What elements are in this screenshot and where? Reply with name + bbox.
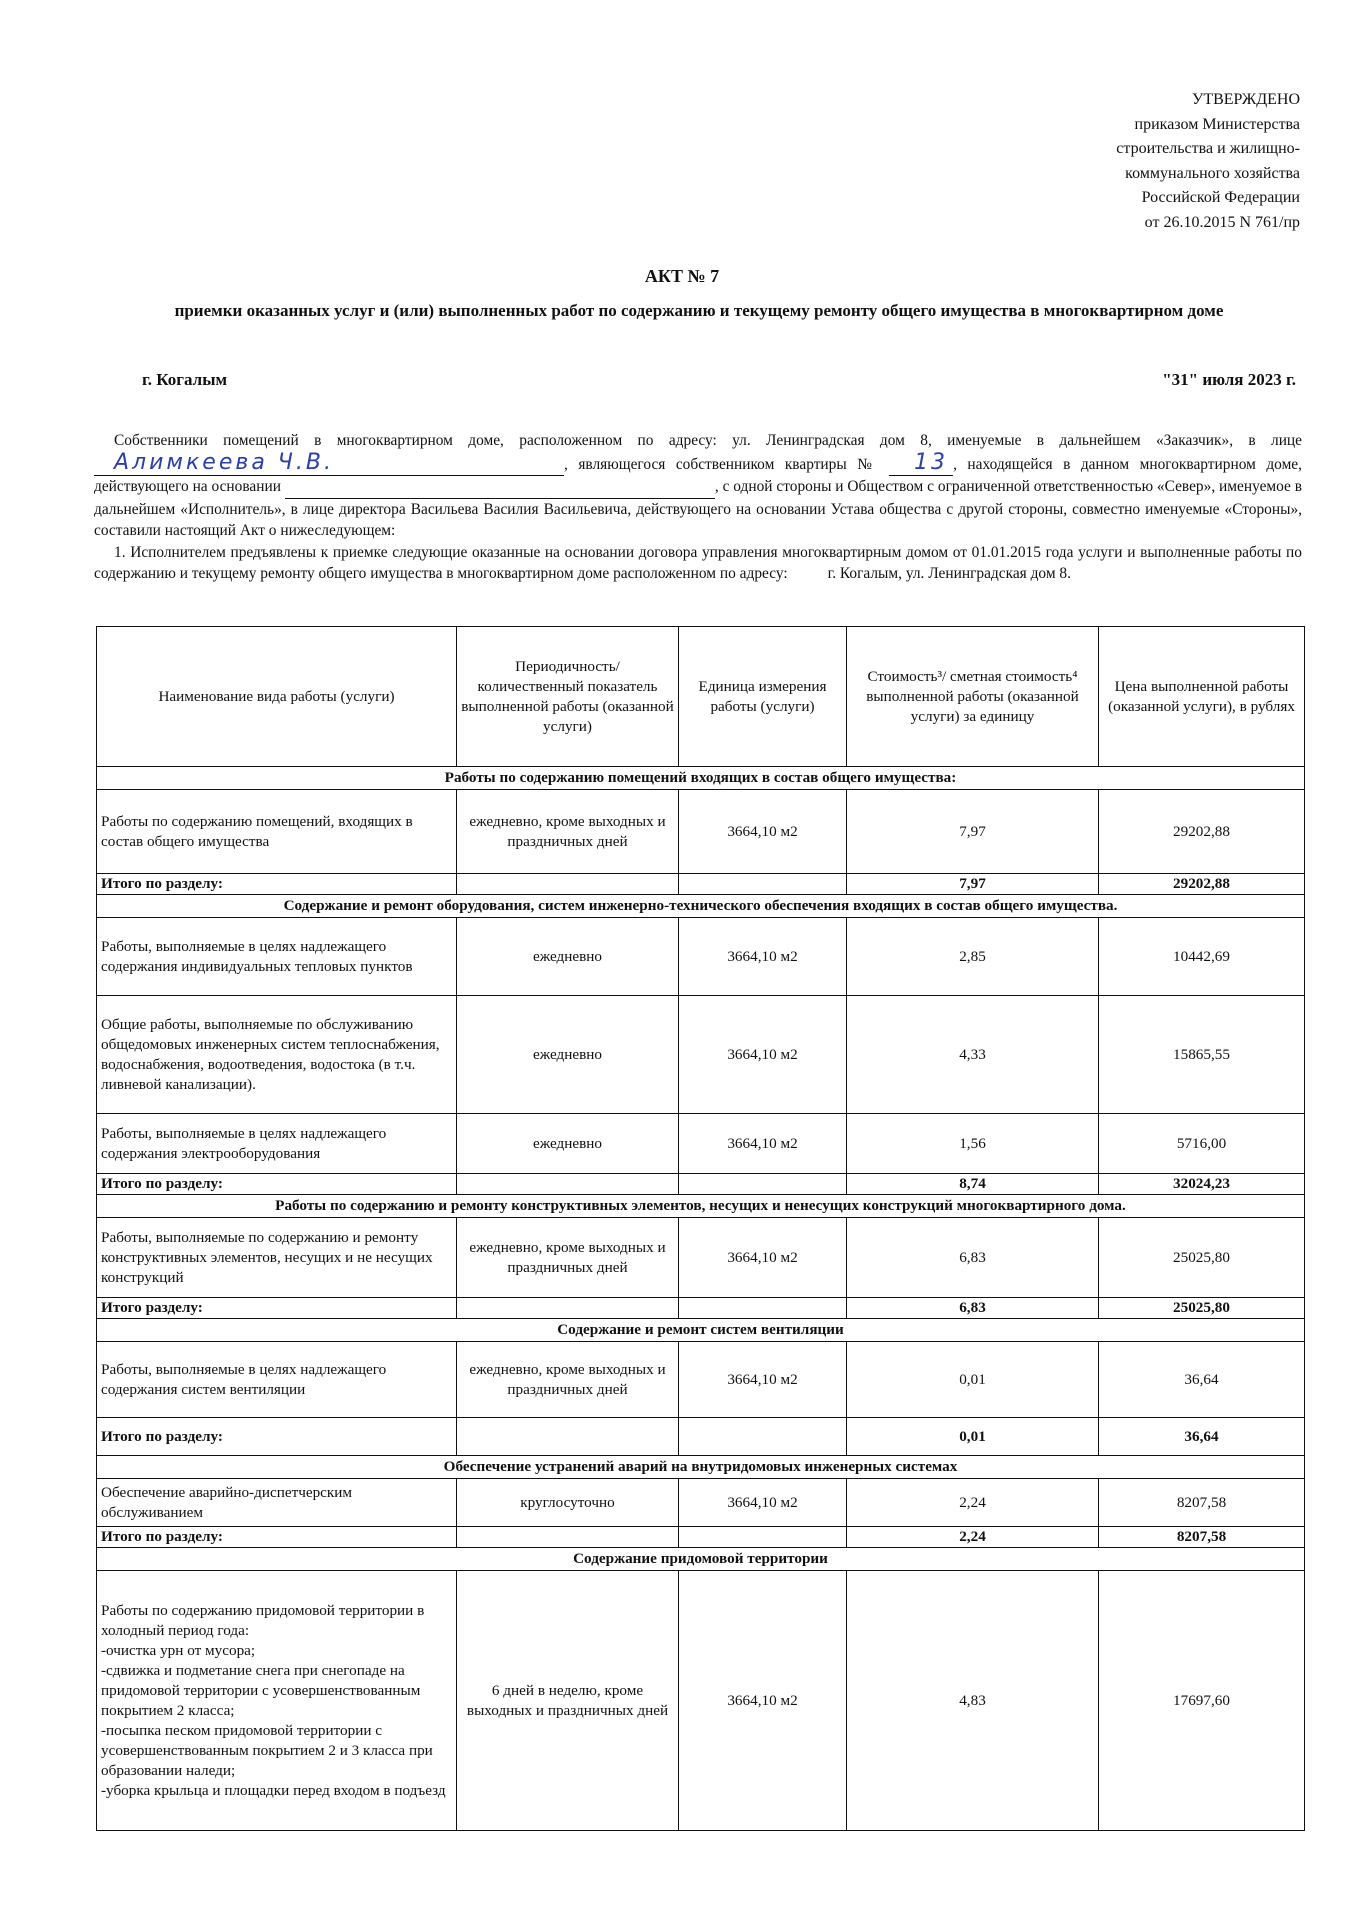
empty-cell — [457, 1174, 679, 1195]
section-title: Работы по содержанию и ремонту конструктивных элементов, несущих и ненесущих конструкций многоквартирного дома. — [97, 1195, 1305, 1218]
approval-line: строительства и жилищно- — [1116, 140, 1300, 157]
cell-cost: 4,83 — [847, 1571, 1099, 1831]
cell-cost: 6,83 — [847, 1218, 1099, 1298]
cell-unit: 3664,10 м2 — [679, 1114, 847, 1174]
empty-cell — [679, 1298, 847, 1319]
total-cost: 2,24 — [847, 1527, 1099, 1548]
cell-work-name: Общие работы, выполняемые по обслуживанию общедомовых инженерных систем теплоснабжения, водоснабжения, водоотведения, водостока (в т.ч. ливневой канализации). — [97, 996, 457, 1114]
cell-cost: 7,97 — [847, 790, 1099, 874]
table-row — [97, 1571, 1305, 1831]
cell-work-name: Работы, выполняемые по содержанию и ремонту конструктивных элементов, несущих и не несущих конструкций — [97, 1218, 457, 1298]
header-cost: Стоимость³/ сметная стоимость⁴ выполненной работы (оказанной услуги) за единицу — [847, 627, 1099, 767]
table-header-row — [97, 627, 1305, 767]
table-row — [97, 1218, 1305, 1298]
act-city: г. Когалым — [142, 370, 228, 389]
owner-name-handwritten: Алимкеева Ч.В. — [114, 449, 334, 475]
section-title-row — [97, 895, 1305, 918]
table-row — [97, 790, 1305, 874]
section-title-row — [97, 767, 1305, 790]
cell-price: 10442,69 — [1099, 918, 1305, 996]
act-title: АКТ № 7 — [644, 266, 720, 286]
total-label: Итого по разделу: — [97, 1418, 457, 1456]
approval-line: от 26.10.2015 N 761/пр — [1144, 213, 1300, 231]
works-table — [96, 626, 1305, 1831]
cell-cost: 0,01 — [847, 1342, 1099, 1418]
address-text: г. Когалым, ул. Ленинградская дом 8. — [827, 565, 1071, 582]
cell-periodicity: ежедневно, кроме выходных и праздничных дней — [457, 790, 679, 874]
cell-cost: 4,33 — [847, 996, 1099, 1114]
total-label: Итого разделу: — [97, 1298, 457, 1319]
intro-text-part: Собственники помещений в многоквартирном доме, расположенном по адресу: ул. Ленинградская дом 8, именуемые в дальнейшем «Заказчик», в лице — [114, 432, 1302, 449]
approval-line: Российской Федерации — [1141, 189, 1300, 206]
total-label: Итого по разделу: — [97, 1527, 457, 1548]
section-total-row — [97, 1527, 1305, 1548]
table-row — [97, 918, 1305, 996]
cell-unit: 3664,10 м2 — [679, 1479, 847, 1527]
cell-price: 15865,55 — [1099, 996, 1305, 1114]
total-price: 36,64 — [1099, 1418, 1305, 1456]
section-title-row — [97, 1548, 1305, 1571]
owner-name-field — [94, 449, 564, 477]
total-cost: 0,01 — [847, 1418, 1099, 1456]
cell-unit: 3664,10 м2 — [679, 1218, 847, 1298]
cell-price: 25025,80 — [1099, 1218, 1305, 1298]
section-total-row — [97, 1298, 1305, 1319]
section-title-row — [97, 1195, 1305, 1218]
header-work-name: Наименование вида работы (услуги) — [97, 627, 457, 767]
cell-price: 5716,00 — [1099, 1114, 1305, 1174]
act-subtitle: приемки оказанных услуг и (или) выполненных работ по содержанию и текущему ремонту общего имущества в многоквартирном доме — [174, 301, 1224, 320]
cell-periodicity: круглосуточно — [457, 1479, 679, 1527]
cell-periodicity: ежедневно, кроме выходных и праздничных дней — [457, 1218, 679, 1298]
act-date: "31" июля 2023 г. — [1162, 370, 1296, 389]
cell-work-name: Работы, выполняемые в целях надлежащего содержания индивидуальных тепловых пунктов — [97, 918, 457, 996]
empty-cell — [679, 1418, 847, 1456]
intro-text — [94, 430, 1302, 585]
intro-text-part: , с одной стороны и Обществом с ограниченной ответственностью «Север», именуемое в дальнейшем «Исполнитель», в лице директора Васильева Василия Васильевича, действующего на основании Устава общества с другой стороны, совместно именуемые «Стороны», составили настоящий Акт о нижеследующем: — [94, 478, 1303, 539]
cell-cost: 2,24 — [847, 1479, 1099, 1527]
table-row — [97, 1342, 1305, 1418]
total-price: 25025,80 — [1099, 1298, 1305, 1319]
cell-cost: 2,85 — [847, 918, 1099, 996]
intro-paragraph-1 — [94, 430, 1302, 542]
total-price: 32024,23 — [1099, 1174, 1305, 1195]
total-label: Итого по разделу: — [97, 874, 457, 895]
cell-work-name: Работы, выполняемые в целях надлежащего содержания систем вентиляции — [97, 1342, 457, 1418]
cell-cost: 1,56 — [847, 1114, 1099, 1174]
empty-cell — [679, 874, 847, 895]
empty-cell — [679, 1174, 847, 1195]
empty-cell — [457, 1418, 679, 1456]
approval-stamp — [960, 88, 1300, 235]
total-cost: 6,83 — [847, 1298, 1099, 1319]
approval-line: УТВЕРЖДЕНО — [1191, 91, 1300, 108]
apartment-field — [889, 449, 953, 477]
total-cost: 7,97 — [847, 874, 1099, 895]
empty-cell — [457, 1527, 679, 1548]
intro-text-part: 1. Исполнителем предъявлены к приемке следующие оказанные на основании договора управления многоквартирным домом от 01.01.2015 года услуги и выполненные работы по содержанию и текущему ремонту общего имущества в многоквартирном доме расположенном по адресу: — [94, 543, 1302, 582]
cell-unit: 3664,10 м2 — [679, 996, 847, 1114]
approval-line: приказом Министерства — [1134, 115, 1300, 133]
section-total-row — [97, 1418, 1305, 1456]
cell-work-name: Обеспечение аварийно-диспетчерским обслуживанием — [97, 1479, 457, 1527]
section-title-row — [97, 1319, 1305, 1342]
empty-cell — [457, 874, 679, 895]
cell-work-name: Работы, выполняемые в целях надлежащего содержания электрооборудования — [97, 1114, 457, 1174]
section-title-row — [97, 1456, 1305, 1479]
total-cost: 8,74 — [847, 1174, 1099, 1195]
intro-paragraph-2 — [94, 542, 1302, 585]
cell-price: 29202,88 — [1099, 790, 1305, 874]
section-title: Работы по содержанию помещений входящих в состав общего имущества: — [97, 767, 1305, 790]
header-price: Цена выполненной работы (оказанной услуги), в рублях — [1099, 627, 1305, 767]
cell-work-name: Работы по содержанию помещений, входящих в состав общего имущества — [97, 790, 457, 874]
empty-cell — [679, 1527, 847, 1548]
table-row — [97, 1479, 1305, 1527]
cell-unit: 3664,10 м2 — [679, 1342, 847, 1418]
cell-periodicity: ежедневно — [457, 996, 679, 1114]
header-unit: Единица измерения работы (услуги) — [679, 627, 847, 767]
cell-unit: 3664,10 м2 — [679, 918, 847, 996]
cell-unit: 3664,10 м2 — [679, 790, 847, 874]
cell-price: 17697,60 — [1099, 1571, 1305, 1831]
total-label: Итого по разделу: — [97, 1174, 457, 1195]
empty-cell — [457, 1298, 679, 1319]
cell-periodicity: ежедневно — [457, 918, 679, 996]
cell-periodicity: ежедневно — [457, 1114, 679, 1174]
cell-work-name: Работы по содержанию придомовой территории в холодный период года: -очистка урн от мусора; -сдвижка и подметание снега при снегопаде на придомовой территории с усовершенствованным покрытием 2 класса; -посыпка песком придомовой территории с усовершенствованным покрытием 2 и 3 класса при образовании наледи; -уборка крыльца и площадки перед входом в подъезд — [97, 1571, 457, 1831]
cell-periodicity: ежедневно, кроме выходных и праздничных дней — [457, 1342, 679, 1418]
table-row — [97, 996, 1305, 1114]
basis-blank-field — [285, 476, 715, 499]
table-row — [97, 1114, 1305, 1174]
total-price: 8207,58 — [1099, 1527, 1305, 1548]
cell-price: 8207,58 — [1099, 1479, 1305, 1527]
section-title: Содержание придомовой территории — [97, 1548, 1305, 1571]
section-total-row — [97, 1174, 1305, 1195]
intro-text-part: , являющегося собственником квартиры № — [564, 455, 879, 473]
total-price: 29202,88 — [1099, 874, 1305, 895]
apartment-handwritten: 13 — [914, 449, 949, 475]
approval-line: коммунального хозяйства — [1125, 164, 1300, 182]
cell-periodicity: 6 дней в неделю, кроме выходных и праздничных дней — [457, 1571, 679, 1831]
section-total-row — [97, 874, 1305, 895]
intro-text-part: , находящейся в данном многоквартирном доме, действующего на основании — [94, 455, 1302, 495]
cell-unit: 3664,10 м2 — [679, 1571, 847, 1831]
header-periodicity: Периодичность/ количественный показатель выполненной работы (оказанной услуги) — [457, 627, 679, 767]
section-title: Обеспечение устранений аварий на внутридомовых инженерных системах — [97, 1456, 1305, 1479]
section-title: Содержание и ремонт систем вентиляции — [97, 1319, 1305, 1342]
section-title: Содержание и ремонт оборудования, систем инженерно-технического обеспечения входящих в состав общего имущества. — [97, 895, 1305, 918]
cell-price: 36,64 — [1099, 1342, 1305, 1418]
